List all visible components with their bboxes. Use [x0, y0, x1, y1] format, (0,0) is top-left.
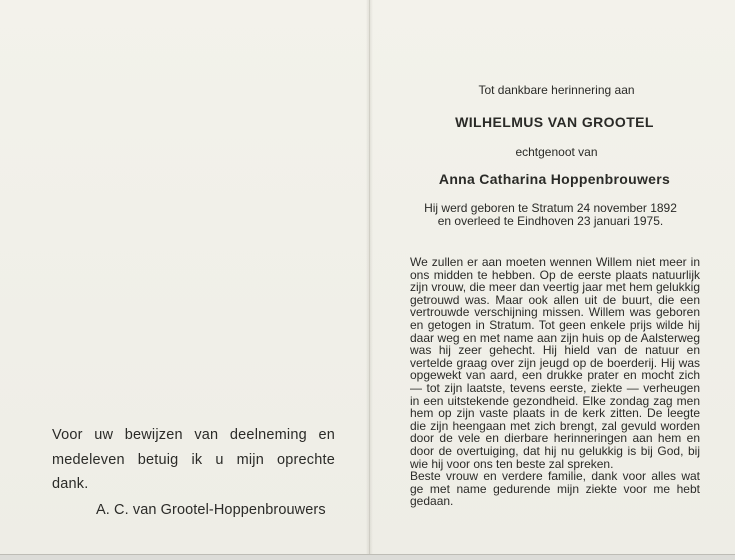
thanks-text: Voor uw bewijzen van deelneming en medeleven betuig ik u mijn oprechte dank.	[52, 427, 335, 492]
spouse-name: Anna Catharina Hoppenbrouwers	[438, 171, 671, 187]
right-page	[370, 0, 735, 554]
eulogy-paragraph: We zullen er aan moeten wennen Willem niet meer in ons midden te hebben. Op de eerste plaats natuurlijk zijn vrouw, die meer dan veertig jaar met hem gelukkig getrouwd was. Maar ook allen uit de buurt, die een vertrouwde verschijning missen. Willem was geboren en getogen in Stratum. Tot geen enkele prijs wilde hij daar weg en met name aan zijn huis op de Aalsterweg was hij zeer gehecht. Hij hield van de natuur en vertelde graag over zijn jeugd op de boerderij. Hij was opgewekt van aard, een drukke prater en mocht zich — tot zijn laatste, tevens eerste, ziekte — verheugen in een uitstekende gezondheid. Elke zondag zag men hem op zijn vaste plaats in de kerk zitten. De leegte die zijn heengaan met zich brengt, zal gevuld worden door de vele en dierbare herinneringen aan hem en door de overtuiging, dat hij nu gelukkig is bij God, bij wie hij voor ons ten beste zal spreken.	[410, 255, 700, 471]
left-page	[0, 0, 369, 554]
scan-edge	[0, 554, 735, 560]
birth-line: Hij werd geboren te Stratum 24 november 1892	[424, 201, 677, 215]
signature: A. C. van Grootel-Hoppenbrouwers	[96, 502, 326, 518]
eulogy-paragraph: Beste vrouw en verdere familie, dank voor alles wat ge met name gedurende mijn ziekte voor me hebt gedaan.	[410, 469, 700, 509]
intro-line: Tot dankbare herinnering aan	[478, 83, 635, 97]
death-line: en overleed te Eindhoven 23 januari 1975.	[437, 213, 664, 228]
spouse-label: echtgenoot van	[515, 145, 598, 159]
life-dates	[368, 202, 733, 227]
eulogy	[410, 256, 700, 508]
deceased-name: WILHELMUS VAN GROOTEL	[455, 114, 654, 130]
